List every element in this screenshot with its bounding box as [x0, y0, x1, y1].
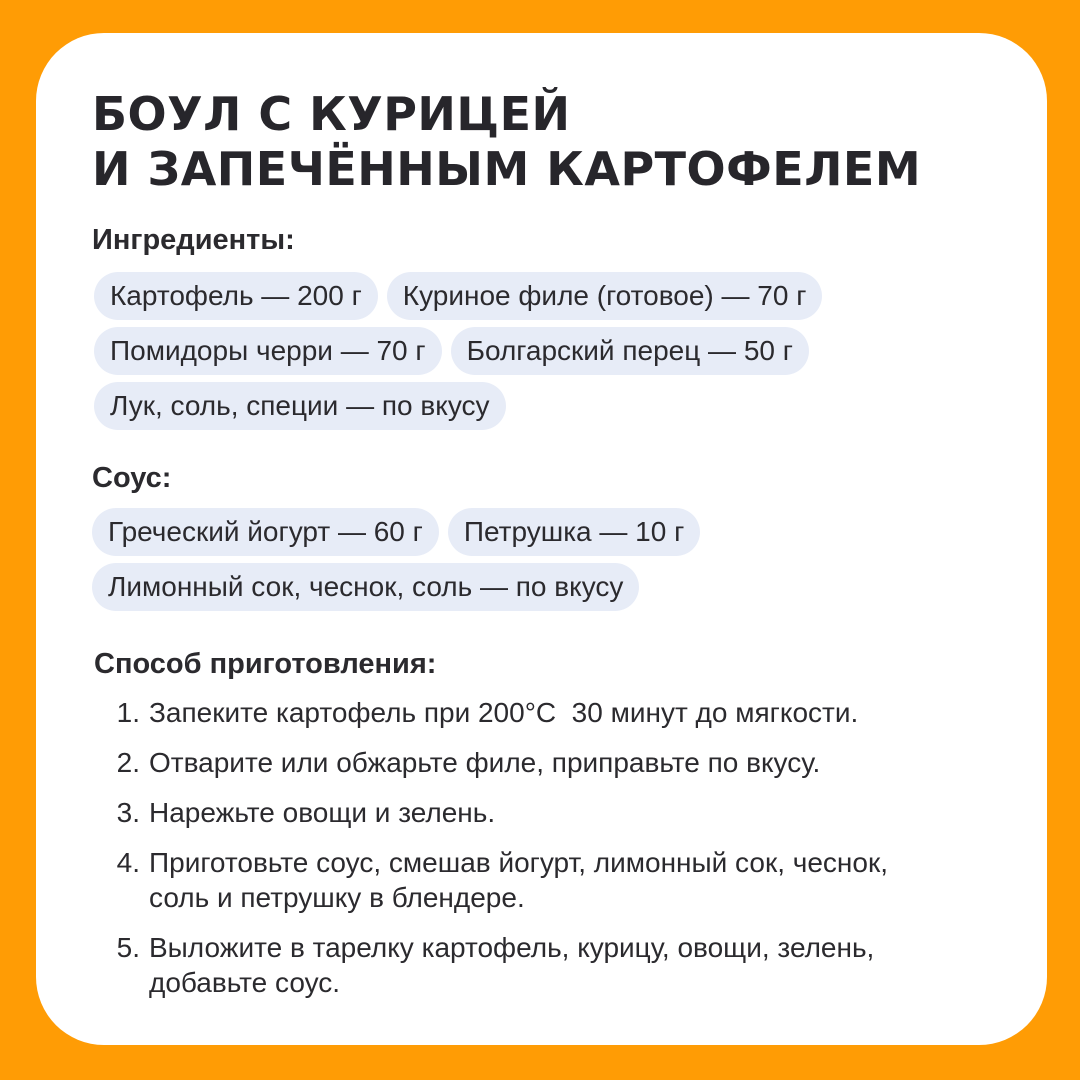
step-number: 4.	[116, 847, 140, 878]
ingredients-row-3	[94, 382, 506, 430]
ingredients-row-1	[94, 272, 822, 320]
recipe-title-line-2: И ЗАПЕЧЁННЫМ КАРТОФЕЛЕМ	[92, 142, 922, 196]
method-steps-list	[102, 695, 982, 1015]
sauce-heading: Соус:	[92, 462, 172, 494]
recipe-title-line-1: БОУЛ С КУРИЦЕЙ	[92, 87, 571, 141]
ingredient-chip: Картофель — 200 г	[94, 272, 378, 320]
ingredient-chip: Лук, соль, специи — по вкусу	[94, 382, 506, 430]
ingredient-chip: Помидоры черри — 70 г	[94, 327, 442, 375]
sauce-chip: Греческий йогурт — 60 г	[92, 508, 439, 556]
step-number: 1.	[116, 697, 140, 728]
step-text: Запеките картофель при 200°С 30 минут до мягкости.	[149, 697, 859, 728]
ingredients-row-2	[94, 327, 809, 375]
ingredient-chip: Куриное филе (готовое) — 70 г	[387, 272, 823, 320]
step-text: Нарежьте овощи и зелень.	[149, 797, 496, 828]
sauce-chip: Лимонный сок, чеснок, соль — по вкусу	[92, 563, 639, 611]
sauce-chip: Петрушка — 10 г	[448, 508, 700, 556]
sauce-row-1	[92, 508, 700, 556]
step-number: 2.	[116, 747, 140, 778]
method-step	[102, 930, 982, 1000]
recipe-title	[92, 87, 921, 197]
step-text: Приготовьте соус, смешав йогурт, лимонный сок, чеснок, соль и петрушку в блендере.	[149, 847, 888, 913]
sauce-row-2	[92, 563, 639, 611]
step-text: Выложите в тарелку картофель, курицу, овощи, зелень, добавьте соус.	[149, 932, 875, 998]
recipe-card	[36, 33, 1047, 1045]
method-step	[102, 795, 982, 830]
ingredients-heading: Ингредиенты:	[92, 224, 295, 256]
step-number: 3.	[116, 797, 140, 828]
method-step	[102, 845, 982, 915]
step-text: Отварите или обжарьте филе, приправьте по вкусу.	[149, 747, 821, 778]
step-number: 5.	[116, 932, 140, 963]
method-step	[102, 745, 982, 780]
method-step	[102, 695, 982, 730]
ingredient-chip: Болгарский перец — 50 г	[451, 327, 809, 375]
method-heading: Способ приготовления:	[94, 648, 437, 680]
